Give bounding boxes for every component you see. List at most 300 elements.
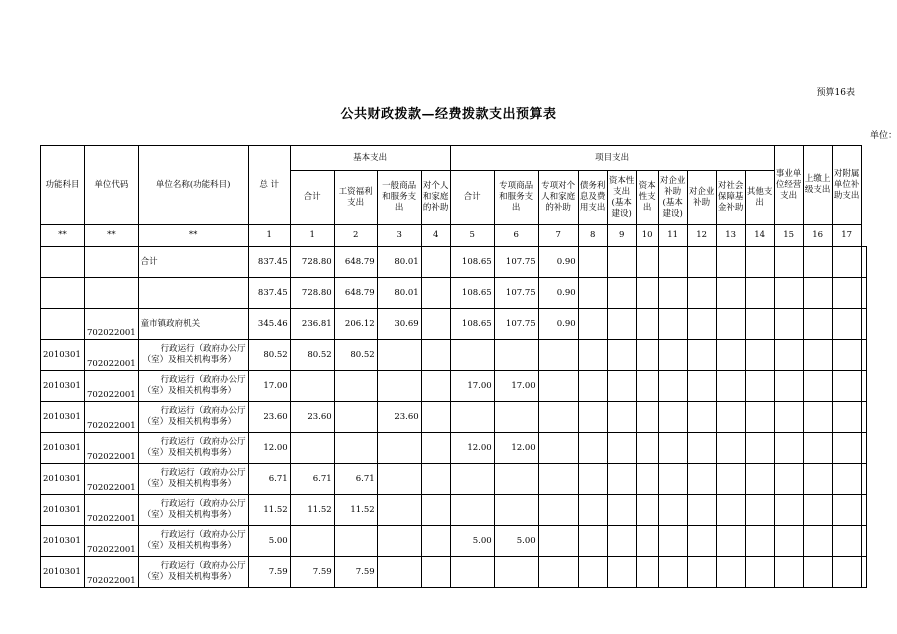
amount-cell <box>538 557 578 588</box>
budget-table <box>40 145 867 588</box>
amount-cell: 206.12 <box>334 309 377 340</box>
amount-cell <box>421 402 450 433</box>
amount-cell: 23.60 <box>290 402 334 433</box>
amount-cell: 5.00 <box>450 526 494 557</box>
func-code-cell <box>41 309 85 340</box>
total-cell: 6.71 <box>248 464 290 495</box>
amount-cell <box>334 371 377 402</box>
amount-cell <box>861 371 866 402</box>
index-cell: ** <box>85 225 139 247</box>
amount-cell <box>803 433 832 464</box>
unit-code-cell: 702022001 <box>85 464 139 495</box>
index-cell: 5 <box>450 225 494 247</box>
amount-cell <box>450 402 494 433</box>
amount-cell <box>538 371 578 402</box>
amount-cell <box>578 464 607 495</box>
header-basic-2: 一般商品和服务支出 <box>377 171 421 225</box>
index-cell: ** <box>41 225 85 247</box>
amount-cell <box>377 340 421 371</box>
func-code-cell: 2010301 <box>41 557 85 588</box>
table-row <box>41 247 867 278</box>
amount-cell <box>716 247 745 278</box>
amount-cell <box>636 371 658 402</box>
amount-cell <box>687 278 716 309</box>
amount-cell: 80.01 <box>377 247 421 278</box>
amount-cell <box>774 464 803 495</box>
unit-code-cell: 702022001 <box>85 402 139 433</box>
amount-cell <box>607 340 636 371</box>
amount-cell <box>658 371 687 402</box>
amount-cell <box>716 340 745 371</box>
unit-name-cell: 行政运行（政府办公厅（室）及相关机构事务） <box>138 402 248 433</box>
unit-name-cell: 童市镇政府机关 <box>138 309 248 340</box>
amount-cell <box>832 526 861 557</box>
unit-name-cell: 行政运行（政府办公厅（室）及相关机构事务） <box>138 340 248 371</box>
unit-name-cell: 行政运行（政府办公厅（室）及相关机构事务） <box>138 371 248 402</box>
amount-cell <box>745 371 774 402</box>
unit-code-cell: 702022001 <box>85 309 139 340</box>
amount-cell <box>861 278 866 309</box>
amount-cell <box>774 278 803 309</box>
amount-cell <box>421 526 450 557</box>
amount-cell <box>290 526 334 557</box>
unit-name-cell: 合计 <box>138 247 248 278</box>
amount-cell <box>334 526 377 557</box>
amount-cell <box>687 464 716 495</box>
index-cell: 14 <box>745 225 774 247</box>
unit-code-cell: 702022001 <box>85 557 139 588</box>
amount-cell <box>745 309 774 340</box>
amount-cell <box>334 402 377 433</box>
amount-cell <box>745 495 774 526</box>
amount-cell <box>861 433 866 464</box>
amount-cell <box>803 495 832 526</box>
amount-cell <box>494 402 538 433</box>
amount-cell <box>774 371 803 402</box>
amount-cell <box>494 495 538 526</box>
table-row <box>41 371 867 402</box>
header-basic-0: 合计 <box>290 171 334 225</box>
amount-cell <box>745 526 774 557</box>
amount-cell <box>636 433 658 464</box>
index-cell: 3 <box>377 225 421 247</box>
index-cell: 16 <box>803 225 832 247</box>
amount-cell <box>658 433 687 464</box>
unit-name-cell: 行政运行（政府办公厅（室）及相关机构事务） <box>138 433 248 464</box>
amount-cell <box>658 278 687 309</box>
header-project-3: 债务利息及费用支出 <box>578 171 607 225</box>
header-unit-name: 单位名称(功能科目) <box>138 146 248 225</box>
amount-cell <box>861 526 866 557</box>
header-func-code: 功能科目 <box>41 146 85 225</box>
header-project-group: 项目支出 <box>450 146 774 171</box>
table-row <box>41 340 867 371</box>
amount-cell <box>687 402 716 433</box>
unit-code-cell <box>85 278 139 309</box>
amount-cell <box>607 309 636 340</box>
amount-cell: 107.75 <box>494 278 538 309</box>
amount-cell <box>636 495 658 526</box>
amount-cell <box>290 371 334 402</box>
amount-cell: 108.65 <box>450 309 494 340</box>
header-project-5: 资本性支出 <box>636 171 658 225</box>
amount-cell <box>290 433 334 464</box>
total-cell: 23.60 <box>248 402 290 433</box>
amount-cell <box>578 309 607 340</box>
amount-cell <box>658 402 687 433</box>
amount-cell <box>636 247 658 278</box>
amount-cell <box>687 309 716 340</box>
amount-cell <box>578 371 607 402</box>
amount-cell <box>450 557 494 588</box>
amount-cell <box>774 433 803 464</box>
amount-cell <box>774 309 803 340</box>
amount-cell: 7.59 <box>334 557 377 588</box>
amount-cell: 80.52 <box>334 340 377 371</box>
amount-cell: 0.90 <box>538 278 578 309</box>
amount-cell <box>716 371 745 402</box>
total-cell: 12.00 <box>248 433 290 464</box>
header-project-7: 对企业补助 <box>687 171 716 225</box>
amount-cell <box>421 340 450 371</box>
index-cell: 2 <box>334 225 377 247</box>
table-row <box>41 557 867 588</box>
amount-cell: 17.00 <box>450 371 494 402</box>
amount-cell: 11.52 <box>290 495 334 526</box>
amount-cell <box>774 340 803 371</box>
unit-name-cell: 行政运行（政府办公厅（室）及相关机构事务） <box>138 526 248 557</box>
amount-cell <box>745 402 774 433</box>
index-cell: 17 <box>832 225 861 247</box>
amount-cell <box>861 309 866 340</box>
amount-cell: 6.71 <box>290 464 334 495</box>
amount-cell: 17.00 <box>494 371 538 402</box>
amount-cell <box>832 402 861 433</box>
amount-cell: 12.00 <box>494 433 538 464</box>
amount-cell <box>421 247 450 278</box>
amount-cell: 6.71 <box>334 464 377 495</box>
table-row <box>41 464 867 495</box>
amount-cell <box>716 433 745 464</box>
func-code-cell <box>41 247 85 278</box>
table-row <box>41 526 867 557</box>
amount-cell <box>450 464 494 495</box>
amount-cell <box>421 278 450 309</box>
amount-cell <box>421 464 450 495</box>
amount-cell <box>832 309 861 340</box>
table-row <box>41 278 867 309</box>
func-code-cell <box>41 278 85 309</box>
amount-cell: 0.90 <box>538 247 578 278</box>
amount-cell <box>377 557 421 588</box>
amount-cell <box>450 340 494 371</box>
amount-cell <box>607 557 636 588</box>
amount-cell <box>334 433 377 464</box>
amount-cell <box>774 247 803 278</box>
amount-cell: 7.59 <box>290 557 334 588</box>
amount-cell: 30.69 <box>377 309 421 340</box>
header-tail-1: 上缴上级支出 <box>803 146 832 225</box>
amount-cell <box>803 309 832 340</box>
amount-cell <box>861 495 866 526</box>
amount-cell <box>861 402 866 433</box>
amount-cell <box>687 557 716 588</box>
amount-cell <box>832 495 861 526</box>
header-basic-3: 对个人和家庭的补助 <box>421 171 450 225</box>
total-cell: 837.45 <box>248 247 290 278</box>
func-code-cell: 2010301 <box>41 371 85 402</box>
unit-name-cell: 行政运行（政府办公厅（室）及相关机构事务） <box>138 464 248 495</box>
amount-cell <box>636 557 658 588</box>
amount-cell <box>745 464 774 495</box>
amount-cell <box>687 495 716 526</box>
total-cell: 345.46 <box>248 309 290 340</box>
func-code-cell: 2010301 <box>41 464 85 495</box>
amount-cell <box>607 371 636 402</box>
amount-cell <box>421 433 450 464</box>
amount-cell <box>578 526 607 557</box>
unit-code-cell: 702022001 <box>85 371 139 402</box>
amount-cell <box>861 557 866 588</box>
total-cell: 80.52 <box>248 340 290 371</box>
amount-cell: 11.52 <box>334 495 377 526</box>
amount-cell <box>803 340 832 371</box>
amount-cell <box>861 340 866 371</box>
amount-cell <box>578 278 607 309</box>
amount-cell <box>607 526 636 557</box>
table-row <box>41 495 867 526</box>
index-cell: 4 <box>421 225 450 247</box>
amount-cell <box>636 464 658 495</box>
total-cell: 17.00 <box>248 371 290 402</box>
amount-cell <box>636 526 658 557</box>
amount-cell <box>803 464 832 495</box>
amount-cell: 80.52 <box>290 340 334 371</box>
amount-cell <box>607 402 636 433</box>
amount-cell <box>803 402 832 433</box>
amount-cell <box>607 247 636 278</box>
amount-cell <box>658 247 687 278</box>
index-cell: 11 <box>658 225 687 247</box>
amount-cell <box>861 464 866 495</box>
total-cell: 5.00 <box>248 526 290 557</box>
amount-cell <box>636 402 658 433</box>
table-row <box>41 433 867 464</box>
header-project-1: 专项商品和服务支出 <box>494 171 538 225</box>
amount-cell <box>658 495 687 526</box>
amount-cell: 107.75 <box>494 247 538 278</box>
amount-cell <box>607 433 636 464</box>
amount-cell <box>538 433 578 464</box>
amount-cell <box>578 402 607 433</box>
header-project-9: 其他支出 <box>745 171 774 225</box>
amount-cell: 648.79 <box>334 278 377 309</box>
amount-cell <box>745 557 774 588</box>
amount-cell <box>636 340 658 371</box>
amount-cell <box>832 247 861 278</box>
amount-cell <box>377 495 421 526</box>
amount-cell <box>494 340 538 371</box>
amount-cell <box>658 340 687 371</box>
header-tail-0: 事业单位经营支出 <box>774 146 803 225</box>
header-project-2: 专项对个人和家庭的补助 <box>538 171 578 225</box>
index-cell: 12 <box>687 225 716 247</box>
unit-name-cell: 行政运行（政府办公厅（室）及相关机构事务） <box>138 557 248 588</box>
amount-cell <box>687 247 716 278</box>
amount-cell <box>687 371 716 402</box>
amount-cell <box>421 495 450 526</box>
total-cell: 837.45 <box>248 278 290 309</box>
amount-cell <box>687 340 716 371</box>
amount-cell <box>745 278 774 309</box>
amount-cell <box>716 557 745 588</box>
header-total: 总 计 <box>248 146 290 225</box>
amount-cell <box>774 402 803 433</box>
amount-cell <box>607 278 636 309</box>
amount-cell <box>377 371 421 402</box>
func-code-cell: 2010301 <box>41 402 85 433</box>
amount-cell: 108.65 <box>450 278 494 309</box>
amount-cell <box>687 433 716 464</box>
amount-cell <box>832 557 861 588</box>
header-project-8: 对社会保障基金补助 <box>716 171 745 225</box>
amount-cell <box>578 433 607 464</box>
index-cell: 9 <box>607 225 636 247</box>
header-project-6: 对企业补助(基本建设) <box>658 171 687 225</box>
unit-code-cell: 702022001 <box>85 495 139 526</box>
index-cell: 1 <box>290 225 334 247</box>
index-cell: 10 <box>636 225 658 247</box>
unit-code-cell <box>85 247 139 278</box>
amount-cell <box>716 495 745 526</box>
amount-cell <box>494 464 538 495</box>
amount-cell <box>538 340 578 371</box>
amount-cell <box>745 340 774 371</box>
index-cell: 13 <box>716 225 745 247</box>
amount-cell <box>421 557 450 588</box>
header-tail-2: 对附属单位补助支出 <box>832 146 861 225</box>
amount-cell <box>687 526 716 557</box>
amount-cell <box>421 309 450 340</box>
index-row <box>41 225 867 247</box>
func-code-cell: 2010301 <box>41 495 85 526</box>
form-tag: 预算16表 <box>816 88 855 98</box>
amount-cell: 5.00 <box>494 526 538 557</box>
amount-cell <box>494 557 538 588</box>
amount-cell <box>538 526 578 557</box>
amount-cell: 728.80 <box>290 278 334 309</box>
amount-cell <box>832 464 861 495</box>
amount-cell <box>607 464 636 495</box>
index-cell: 7 <box>538 225 578 247</box>
amount-cell: 80.01 <box>377 278 421 309</box>
amount-cell: 728.80 <box>290 247 334 278</box>
func-code-cell: 2010301 <box>41 526 85 557</box>
amount-cell <box>578 340 607 371</box>
amount-cell: 0.90 <box>538 309 578 340</box>
amount-cell: 108.65 <box>450 247 494 278</box>
amount-cell <box>803 247 832 278</box>
amount-cell <box>716 309 745 340</box>
amount-cell <box>377 526 421 557</box>
amount-cell <box>538 402 578 433</box>
amount-cell <box>538 464 578 495</box>
amount-cell <box>578 247 607 278</box>
amount-cell <box>803 557 832 588</box>
amount-cell <box>377 464 421 495</box>
amount-cell <box>658 557 687 588</box>
amount-cell <box>745 433 774 464</box>
index-cell: 6 <box>494 225 538 247</box>
unit-code-cell: 702022001 <box>85 433 139 464</box>
unit-label: 单位： <box>869 131 897 141</box>
amount-cell <box>832 340 861 371</box>
func-code-cell: 2010301 <box>41 433 85 464</box>
total-cell: 11.52 <box>248 495 290 526</box>
table-row <box>41 402 867 433</box>
amount-cell <box>450 495 494 526</box>
header-project-4: 资本性支出(基本建设) <box>607 171 636 225</box>
table-row <box>41 309 867 340</box>
amount-cell: 236.81 <box>290 309 334 340</box>
amount-cell <box>636 278 658 309</box>
amount-cell: 12.00 <box>450 433 494 464</box>
total-cell: 7.59 <box>248 557 290 588</box>
unit-name-cell <box>138 278 248 309</box>
amount-cell <box>716 402 745 433</box>
header-basic-1: 工资福利支出 <box>334 171 377 225</box>
amount-cell <box>578 495 607 526</box>
amount-cell <box>861 247 866 278</box>
amount-cell <box>803 278 832 309</box>
amount-cell: 648.79 <box>334 247 377 278</box>
amount-cell <box>538 495 578 526</box>
header-unit-code: 单位代码 <box>85 146 139 225</box>
amount-cell <box>832 371 861 402</box>
amount-cell <box>832 278 861 309</box>
amount-cell <box>803 371 832 402</box>
amount-cell <box>716 464 745 495</box>
amount-cell <box>774 557 803 588</box>
index-cell: 8 <box>578 225 607 247</box>
index-cell: 15 <box>774 225 803 247</box>
amount-cell <box>803 526 832 557</box>
amount-cell <box>745 247 774 278</box>
index-cell: 1 <box>248 225 290 247</box>
amount-cell <box>578 557 607 588</box>
amount-cell <box>716 526 745 557</box>
index-cell: ** <box>138 225 248 247</box>
amount-cell: 23.60 <box>377 402 421 433</box>
unit-code-cell: 702022001 <box>85 340 139 371</box>
amount-cell <box>636 309 658 340</box>
amount-cell <box>774 495 803 526</box>
amount-cell <box>421 371 450 402</box>
header-project-0: 合计 <box>450 171 494 225</box>
amount-cell <box>774 526 803 557</box>
amount-cell <box>716 278 745 309</box>
amount-cell <box>832 433 861 464</box>
amount-cell <box>658 309 687 340</box>
unit-name-cell: 行政运行（政府办公厅（室）及相关机构事务） <box>138 495 248 526</box>
report-title: 公共财政拨款—经费拨款支出预算表 <box>340 107 557 122</box>
func-code-cell: 2010301 <box>41 340 85 371</box>
amount-cell: 107.75 <box>494 309 538 340</box>
amount-cell <box>658 464 687 495</box>
amount-cell <box>377 433 421 464</box>
amount-cell <box>607 495 636 526</box>
amount-cell <box>658 526 687 557</box>
